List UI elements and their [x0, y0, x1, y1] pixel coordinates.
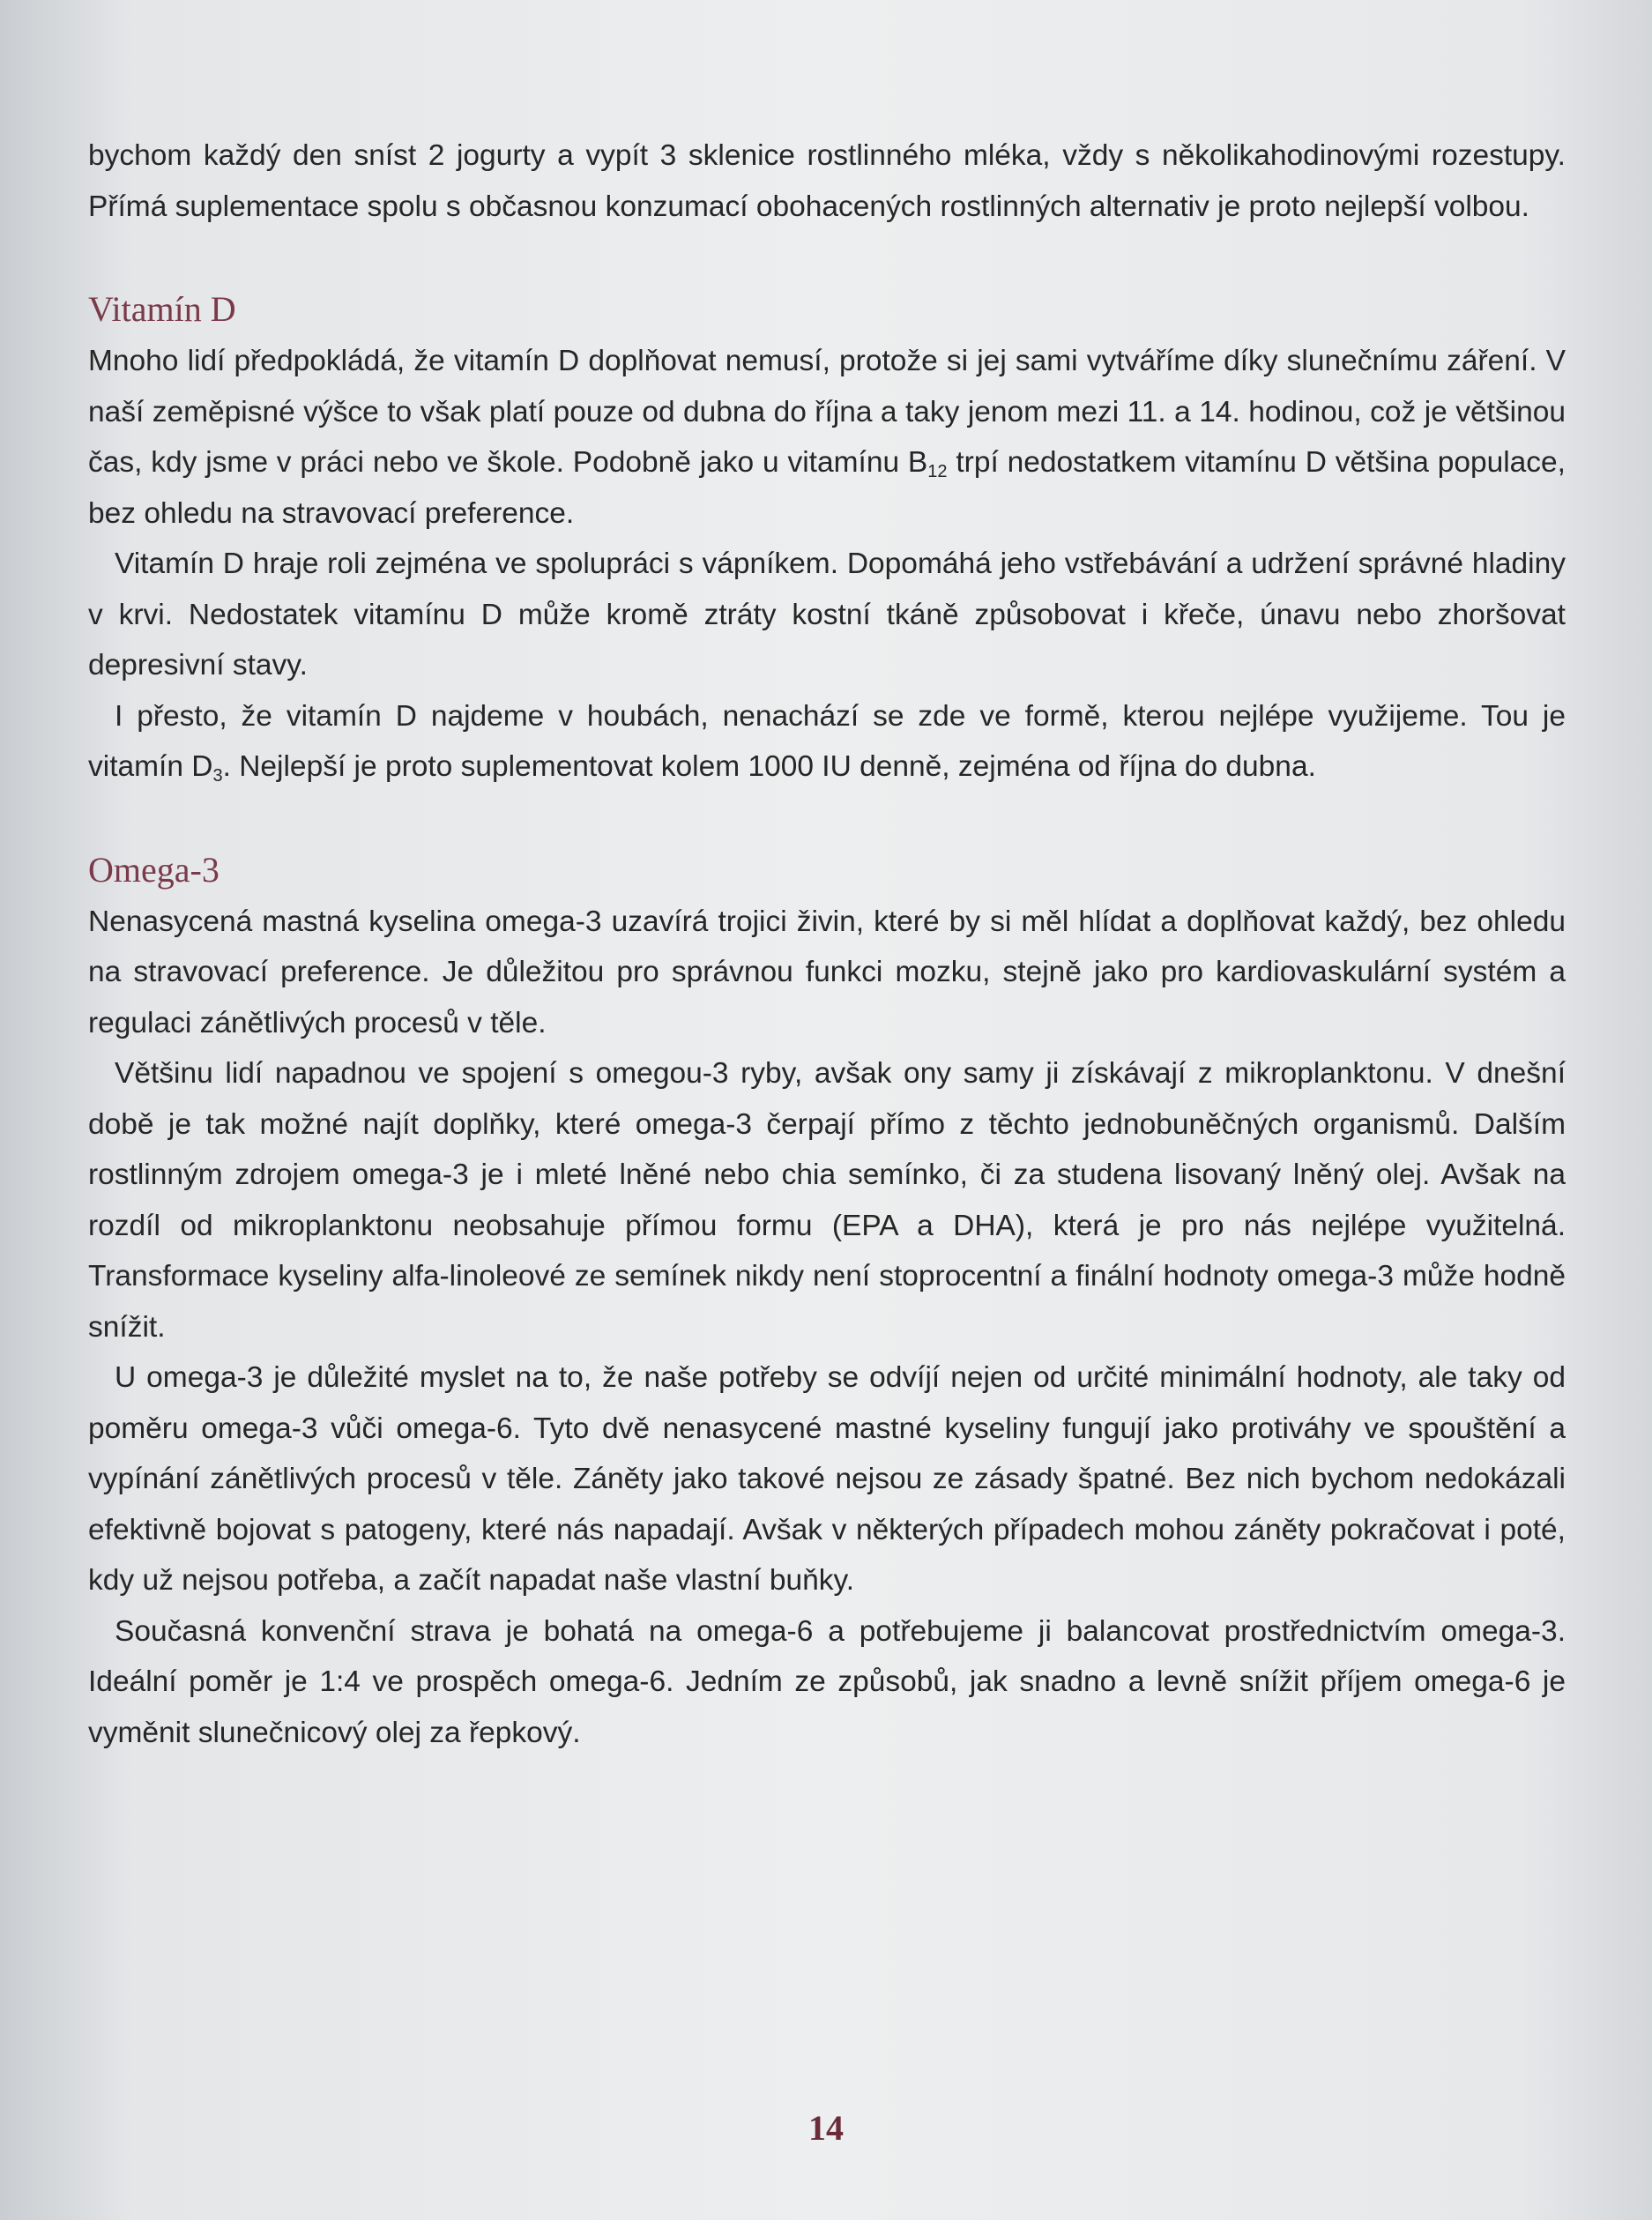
vitamin-d-p1-text-a: Mnoho lidí předpokládá, že vitamín D doplňovat nemusí, protože si jej sami vytváříme díky slunečnímu záření. V naší zeměpisné výšce to však platí pouze od dubna do října a taky jenom mezi 11. a 14. hodinou, což je většinou čas, kdy jsme v práci nebo ve škole. Podobně jako u vitamínu B — [88, 345, 1566, 479]
vitamin-d-p3-text-b: . Nejlepší je proto suplementovat kolem 1000 IU denně, zejména od října do dubna. — [222, 750, 1316, 783]
omega-3-paragraph-4: Současná konvenční strava je bohatá na omega-6 a potřebujeme ji balancovat prostřednictvím omega-3. Ideální poměr je 1:4 ve prospěch omega-6. Jedním ze způsobů, jak snadno a levně snížit příjem omega-6 je vyměnit slunečnicový olej za řepkový. — [88, 1614, 1566, 1749]
omega-3-paragraph-3: U omega-3 je důležité myslet na to, že naše potřeby se odvíjí nejen od určité minimální hodnoty, ale taky od poměru omega-3 vůči omega-6. Tyto dvě nenasycené mastné kyseliny fungují jako protiváhy ve spouštění a vypínání zánětlivých procesů v těle. Záněty jako takové nejsou ze zásady špatné. Bez nich bychom nedokázali efektivně bojovat s patogeny, které nás napadají. Avšak v některých případech mohou záněty pokračovat i poté, kdy už nejsou potřeba, a začít napadat naše vlastní buňky. — [88, 1361, 1566, 1597]
b12-subscript: 12 — [927, 462, 948, 481]
section-heading-omega-3: Omega-3 — [88, 849, 220, 890]
vitamin-d-paragraph-2: Vitamín D hraje roli zejména ve spolupráci s vápníkem. Dopomáhá jeho vstřebávání a udržení správné hladiny v krvi. Nedostatek vitamínu D může kromě ztráty kostní tkáně způsobovat i křeče, únavu nebo zhoršovat depresivní stavy. — [88, 548, 1566, 682]
vitamin-d-p1-text-b: trpí nedostatkem vitamínu D většina populace, bez ohledu na stravovací preference. — [88, 446, 1566, 530]
vitamin-d-paragraph-1 — [88, 336, 1566, 539]
intro-paragraph: bychom každý den sníst 2 jogurty a vypít 3 sklenice rostlinného mléka, vždy s několikahodinovými rozestupy. Přímá suplementace spolu s občasnou konzumací obohacených rostlinných alternativ je proto nejlepší volbou. — [88, 139, 1566, 223]
d3-subscript: 3 — [212, 766, 223, 786]
omega-3-paragraph-2: Většinu lidí napadnou ve spojení s omegou-3 ryby, avšak ony samy ji získávají z mikroplanktonu. V dnešní době je tak možné najít doplňky, které omega-3 čerpají přímo z těchto jednobuněčných organismů. Dalším rostlinným zdrojem omega-3 je i mleté lněné nebo chia semínko, či za studena lisovaný lněný olej. Avšak na rozdíl od mikroplanktonu neobsahuje přímou formu (EPA a DHA), která je pro nás nejlépe využitelná. Transformace kyseliny alfa-linoleové ze semínek nikdy není stoprocentní a finální hodnoty omega-3 může hodně snížit. — [88, 1057, 1566, 1344]
page-content — [88, 130, 1566, 1758]
section-heading-vitamin-d: Vitamín D — [88, 289, 236, 329]
omega-3-paragraph-1: Nenasycená mastná kyselina omega-3 uzavírá trojici živin, které by si měl hlídat a doplňovat každý, bez ohledu na stravovací preference. Je důležitou pro správnou funkci mozku, stejně jako pro kardiovaskulární systém a regulaci zánětlivých procesů v těle. — [88, 905, 1566, 1039]
page-number: 14 — [808, 2108, 844, 2148]
vitamin-d-p3-text-a: I přesto, že vitamín D najdeme v houbách, nenachází se zde ve formě, kterou nejlépe využijeme. Tou je vitamín D — [88, 699, 1566, 783]
vitamin-d-paragraph-3 — [88, 691, 1566, 793]
